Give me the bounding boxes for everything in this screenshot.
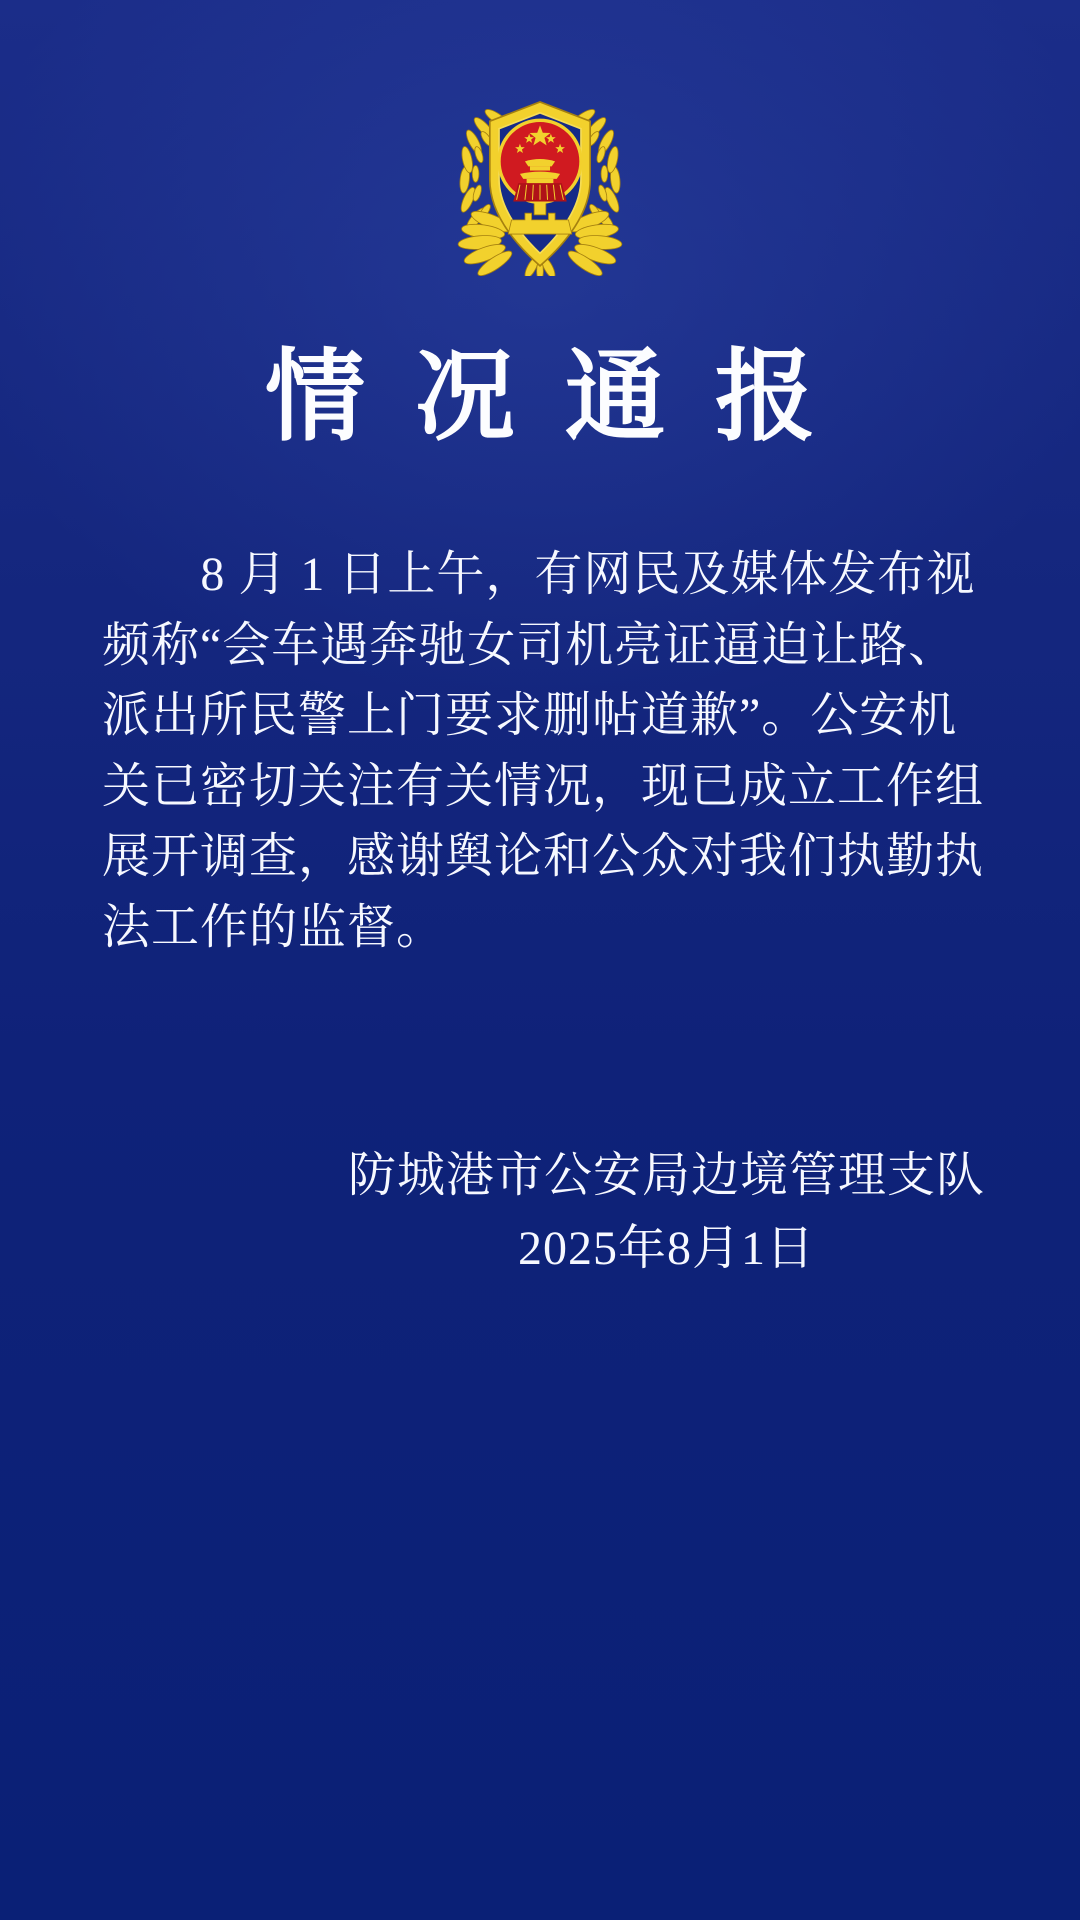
notice-line: 8 月 1 日上午，有网民及媒体发布视 bbox=[200, 548, 976, 601]
notice-line: 关已密切关注有关情况，现已成立工作组 bbox=[102, 759, 985, 813]
notice-paragraph bbox=[102, 540, 994, 963]
signature-agency: 防城港市公安局边境管理支队 bbox=[347, 1149, 985, 1202]
police-badge-icon bbox=[448, 96, 632, 276]
notice-title: 情况通报 bbox=[265, 342, 865, 453]
notice-line: 法工作的监督。 bbox=[102, 900, 446, 954]
notice-line: 频称“会车遇奔驰女司机亮证逼迫让路、 bbox=[102, 618, 958, 672]
notice-line: 派出所民警上门要求删帖道歉”。公安机 bbox=[102, 689, 958, 742]
signature-block bbox=[348, 1139, 985, 1285]
notice-line: 展开调查，感谢舆论和公众对我们执勤执 bbox=[102, 830, 985, 883]
signature-date: 2025年8月1日 bbox=[517, 1222, 815, 1275]
